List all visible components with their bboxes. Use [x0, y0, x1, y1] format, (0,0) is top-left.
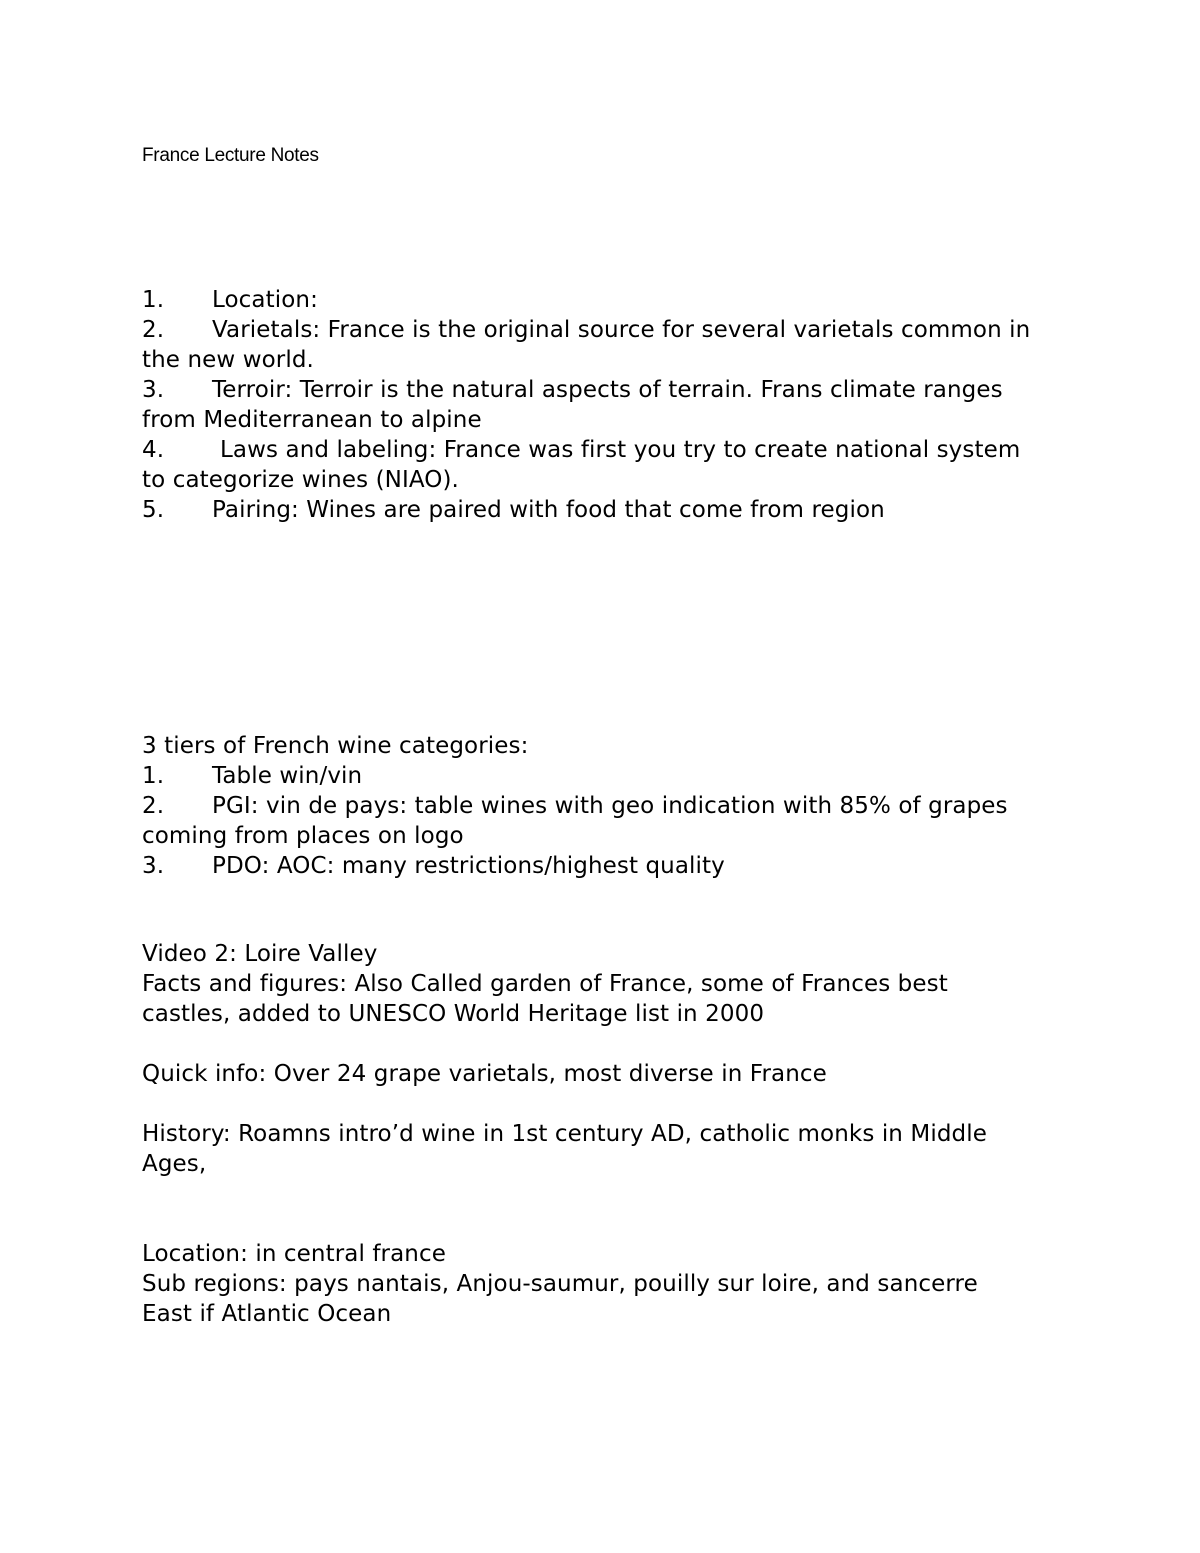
history-paragraph: History: Roamns intro’d wine in 1st century AD, catholic monks in Middle Ages, [142, 1121, 987, 1177]
section-heading: 3 tiers of French wine categories: [142, 733, 529, 759]
list-item-number: 1. [142, 763, 165, 789]
list-item-number: 3. [142, 377, 165, 403]
overview-list [142, 285, 1042, 525]
list-item [142, 495, 1042, 525]
list-item-number: 1. [142, 287, 165, 313]
east-paragraph: East if Atlantic Ocean [142, 1301, 392, 1327]
video2-section [142, 939, 1042, 1329]
quick-info-paragraph: Quick info: Over 24 grape varietals, most diverse in France [142, 1061, 827, 1087]
list-item [142, 791, 1042, 851]
list-item-number: 4. [142, 437, 165, 463]
list-item [142, 315, 1042, 375]
list-item [142, 285, 1042, 315]
list-item-number: 2. [142, 793, 165, 819]
list-item-text: Varietals: France is the original source for several varietals common in the new world. [142, 317, 1031, 373]
section-heading: Video 2: Loire Valley [142, 941, 378, 967]
location-paragraph: Location: in central france [142, 1241, 446, 1267]
list-item-text: Terroir: Terroir is the natural aspects of terrain. Frans climate ranges from Mediterranean to alpine [142, 377, 1003, 433]
tiers-section [142, 731, 1042, 881]
list-item-text: Location: [212, 287, 318, 313]
facts-paragraph: Facts and figures: Also Called garden of France, some of Frances best castles, added to UNESCO World Heritage list in 2000 [142, 971, 948, 1027]
list-item-text: PDO: AOC: many restrictions/highest quality [212, 853, 725, 879]
list-item [142, 851, 1042, 881]
list-item-number: 5. [142, 497, 165, 523]
list-item-number: 3. [142, 853, 165, 879]
list-item-text: Table win/vin [212, 763, 363, 789]
sub-regions-paragraph: Sub regions: pays nantais, Anjou-saumur, pouilly sur loire, and sancerre [142, 1271, 978, 1297]
document-title: France Lecture Notes [142, 145, 319, 166]
list-item-text: PGI: vin de pays: table wines with geo indication with 85% of grapes coming from places on logo [142, 793, 1008, 849]
list-item-text: Laws and labeling: France was first you try to create national system to categorize wines (NIAO). [142, 437, 1021, 493]
list-item-text: Pairing: Wines are paired with food that come from region [212, 497, 885, 523]
spacer [142, 1029, 1042, 1059]
list-item [142, 375, 1042, 435]
spacer [142, 1209, 1042, 1239]
list-item [142, 435, 1042, 495]
spacer [142, 1179, 1042, 1209]
spacer [142, 1089, 1042, 1119]
list-item-number: 2. [142, 317, 165, 343]
list-item [142, 761, 1042, 791]
